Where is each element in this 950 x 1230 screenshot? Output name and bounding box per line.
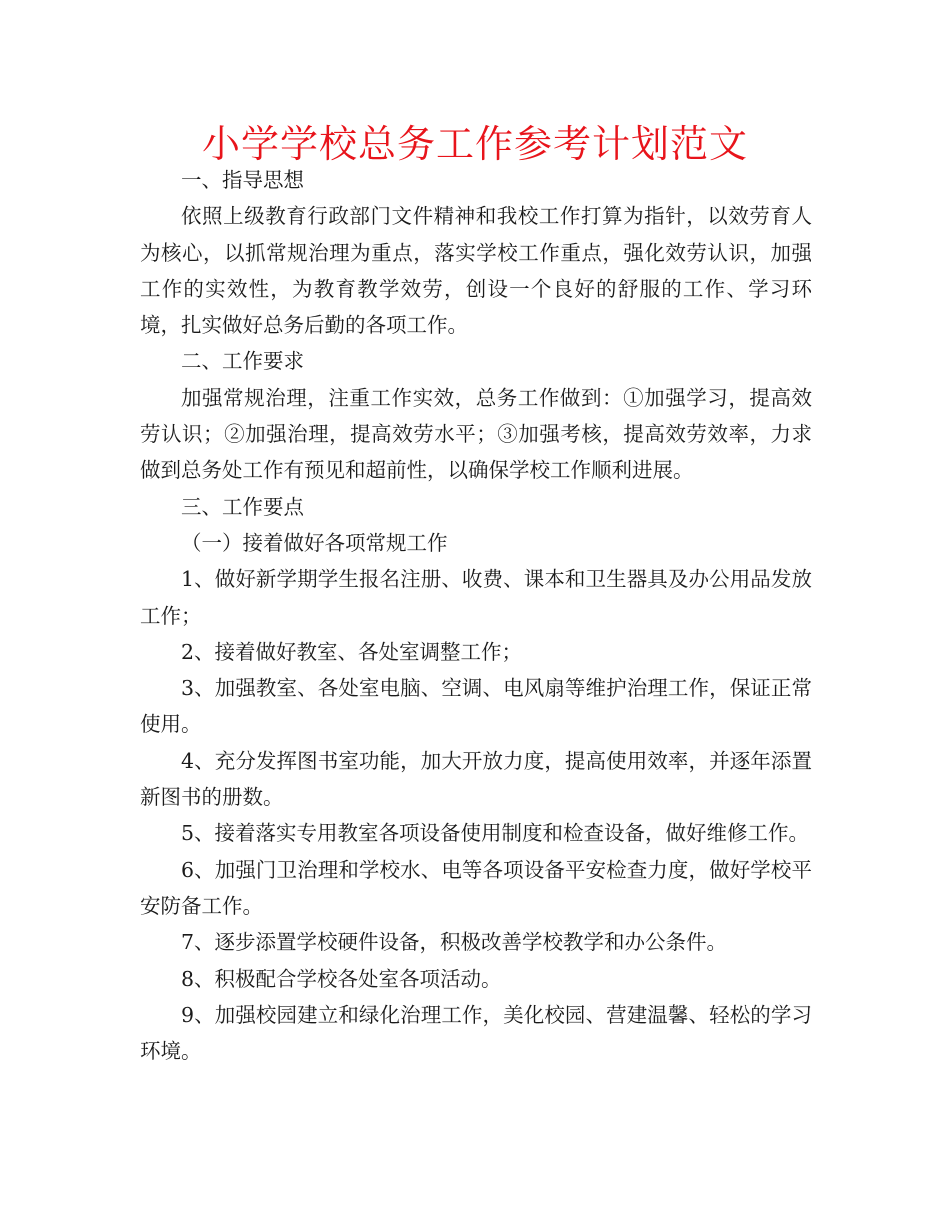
- subsection-heading-routine-work: （一）接着做好各项常规工作: [181, 530, 448, 555]
- list-item: 1、做好新学期学生报名注册、收费、课本和卫生器具及办公用品发放工作；: [140, 567, 812, 628]
- list-item: 7、逐步添置学校硬件设备，积极改善学校教学和办公条件。: [181, 930, 728, 955]
- list-item: 6、加强门卫治理和学校水、电等各项设备平安检查力度，做好学校平安防备工作。: [140, 857, 812, 918]
- section-heading-guiding-ideology: 一、指导思想: [181, 168, 304, 192]
- list-item: 8、积极配合学校各处室各项活动。: [181, 966, 502, 991]
- list-item: 5、接着落实专用教室各项设备使用制度和检查设备，做好维修工作。: [181, 821, 810, 846]
- list-item: 9、加强校园建立和绿化治理工作，美化校园、营建温馨、轻松的学习环境。: [140, 1002, 812, 1064]
- list-item: 3、加强教室、各处室电脑、空调、电风扇等维护治理工作，保证正常使用。: [140, 676, 812, 737]
- section-heading-work-points: 三、工作要点: [181, 494, 304, 519]
- section-heading-work-requirements: 二、工作要求: [181, 349, 304, 374]
- paragraph-work-requirements: 加强常规治理，注重工作实效，总务工作做到：①加强学习，提高效劳认识；②加强治理，提高效劳水平；③加强考核，提高效劳效率，力求做到总务处工作有预见和超前性，以确保学校工作顺利进展。: [140, 385, 812, 483]
- list-item: 2、接着做好教室、各处室调整工作；: [181, 639, 523, 664]
- document-body: [140, 162, 812, 1069]
- list-item: 4、充分发挥图书室功能，加大开放力度，提高使用效率，并逐年添置新图书的册数。: [140, 748, 812, 810]
- paragraph-guiding-ideology: 依照上级教育行政部门文件精神和我校工作打算为指针，以效劳育人为核心，以抓常规治理为重点，落实学校工作重点，强化效劳认识，加强工作的实效性，为教育教学效劳，创设一个良好的舒服的工作、学习环境，扎实做好总务后勤的各项工作。: [140, 204, 812, 338]
- document-title: 小学学校总务工作参考计划范文: [201, 122, 748, 166]
